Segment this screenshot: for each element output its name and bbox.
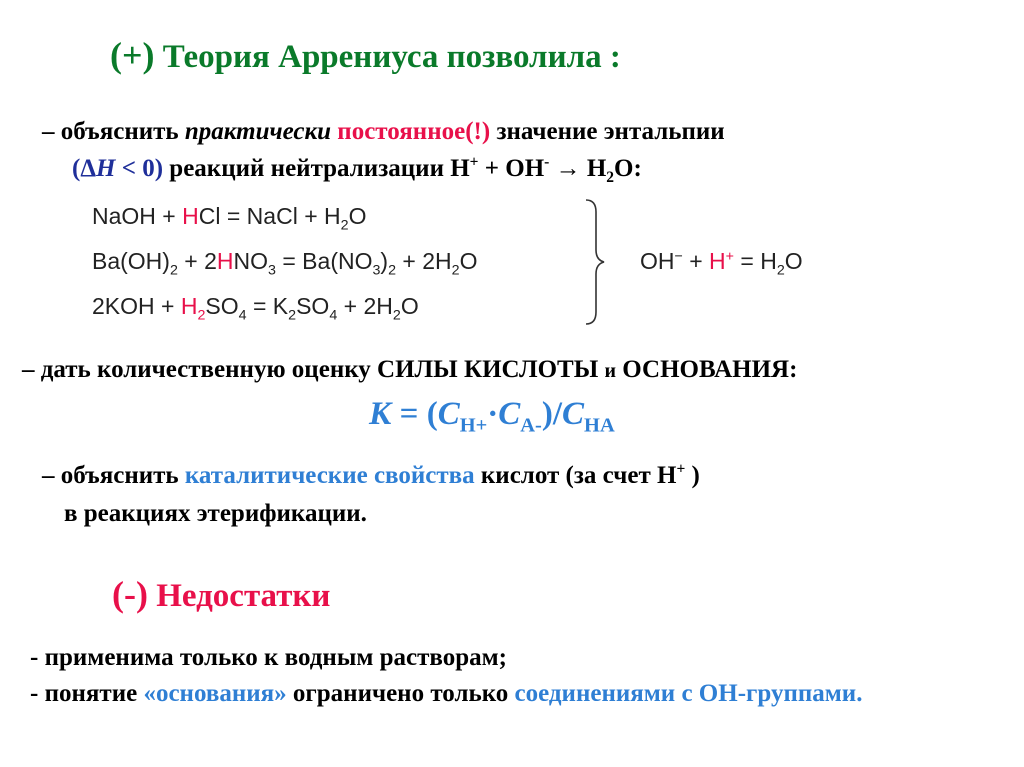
cons-heading: (-) Недостатки bbox=[112, 574, 331, 614]
point1-line1 bbox=[42, 118, 725, 146]
title-prefix: (+) bbox=[110, 35, 155, 75]
title-text: Теория Аррениуса позволила : bbox=[154, 39, 621, 75]
cons-item-1: - применима только к водным растворам; bbox=[30, 644, 508, 671]
equation-3: $2KOH + H_2SO_4 = K_2SO_4 + 2H_2O$ bbox=[92, 293, 419, 324]
equation-1: NaOH + HCl = NaCl + $H_2O$ bbox=[92, 203, 367, 234]
dissociation-constant-formula: $К = (C_{H+}\cdot C_{A-})/C_{HA}$ bbox=[369, 396, 615, 437]
point3-line2: в реакциях этерификации. bbox=[64, 500, 367, 527]
point1-dash: – объяснить bbox=[42, 118, 185, 145]
point2-line: – дать количественную оценку СИЛЫ КИСЛОТЫ и ОСНОВАНИЯ: bbox=[22, 356, 798, 383]
point1-tail: значение энтальпии bbox=[490, 118, 725, 145]
net-ionic-equation: $OH^- + H^+ = H_2O$ bbox=[640, 248, 803, 279]
point3-line1: – объяснить каталитические свойства кислот (за счет H+ ) bbox=[42, 460, 700, 489]
point1-red: постоянное(!) bbox=[337, 118, 491, 145]
point1-italic: практически bbox=[184, 118, 332, 145]
cons-item-2: - понятие «основания» ограничено только соединениями с OH-группами. bbox=[30, 680, 863, 707]
equation-2: $Ba(OH)_2 + 2HNO_3 = Ba(NO_3)_2 + 2H_2O$ bbox=[92, 248, 478, 279]
right-brace bbox=[582, 198, 612, 326]
slide-title bbox=[110, 34, 621, 76]
point1-line2: (ΔH < 0) реакций нейтрализации $H^+ + OH^- \to H_2O$: bbox=[72, 153, 642, 186]
enthalpy-condition: (ΔH < 0) bbox=[72, 155, 164, 182]
